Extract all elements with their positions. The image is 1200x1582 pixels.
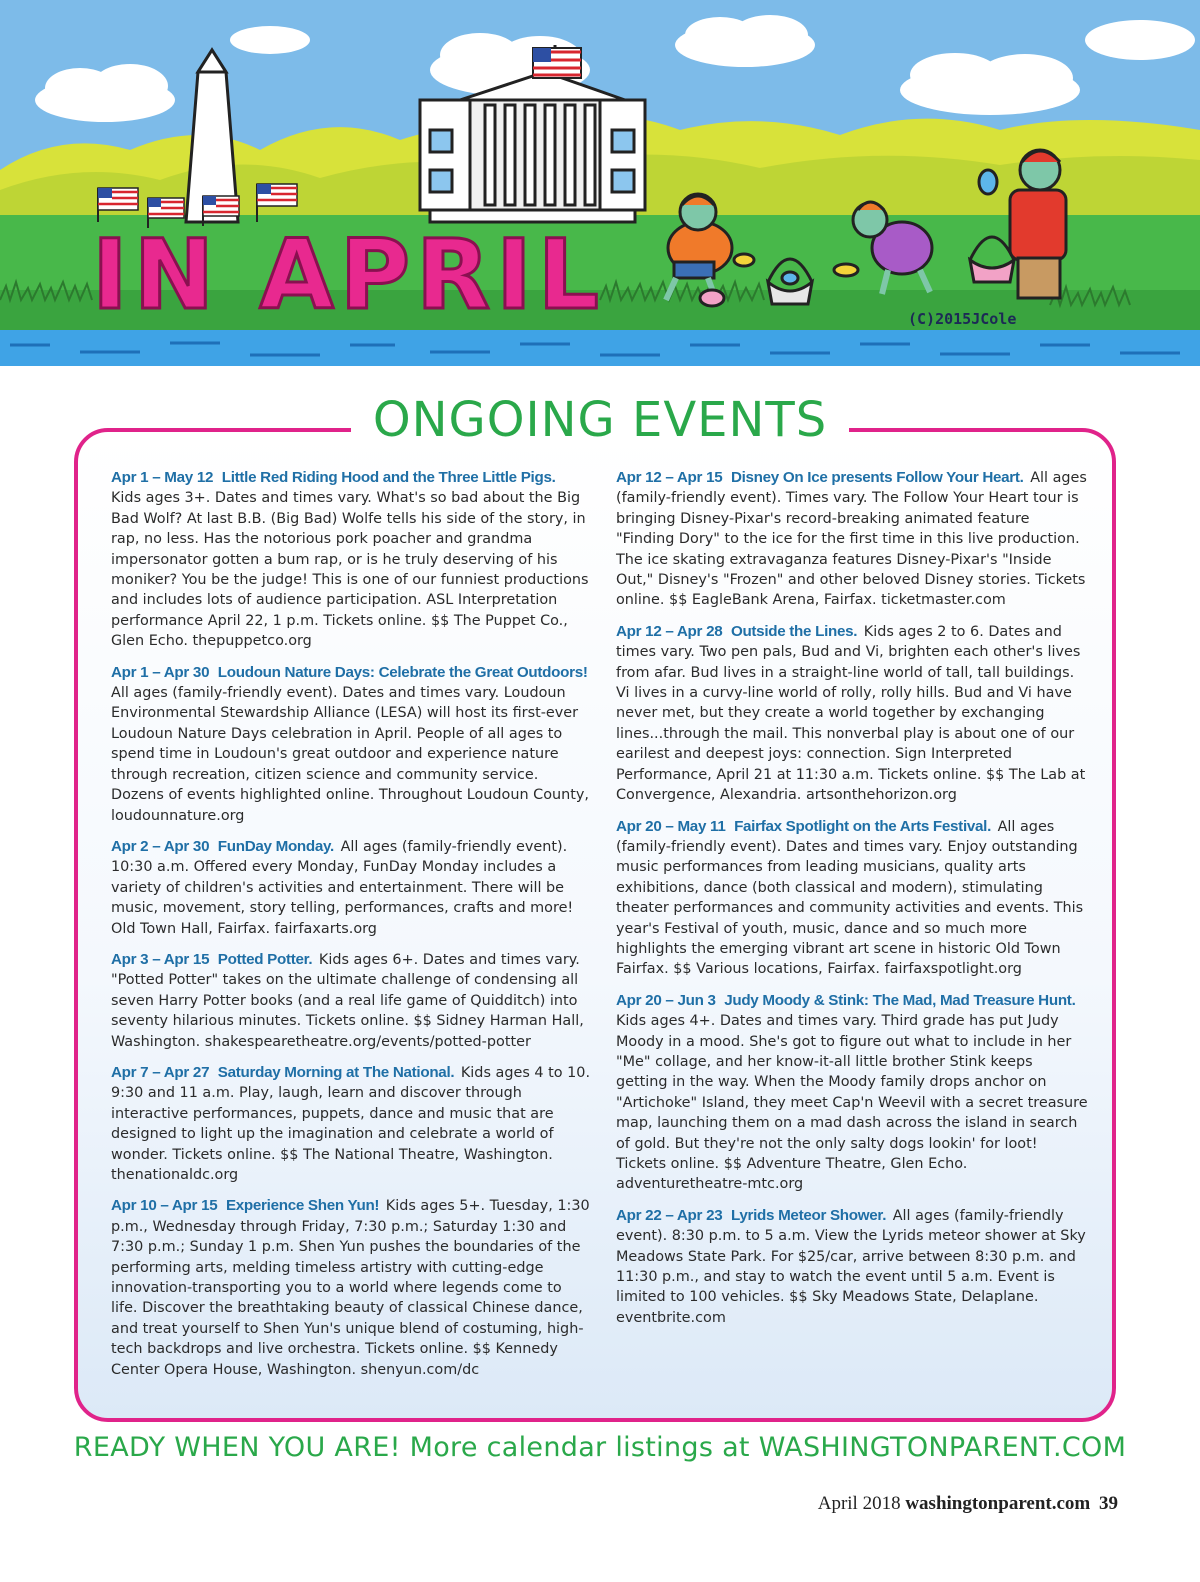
- event-date: Apr 7 – Apr 27: [111, 1063, 210, 1081]
- event-description: Kids ages 5+. Tuesday, 1:30 p.m., Wednesday through Friday, 7:30 p.m.; Saturday 1:30 and 7:30 p.m.; Sunday 1 p.m. Shen Yun pushes the boundaries of the performing arts, melding timeless artistry with cutting-edge innovation-transporting you to a world where legends come to life. Discover the breathtaking beauty of classical Chinese dance, and treat yourself to Shen Yun's unique blend of costuming, high-tech backdrops and live orchestra. Tickets online. $$ Kennedy Center Opera House, Washington. shenyun.com/dc: [111, 1198, 590, 1378]
- event-description: Kids ages 4 to 10. 9:30 and 11 a.m. Play, laugh, learn and discover through interactive performances, puppets, dance and music that are designed to light up the imagination and celebrate a world of wonder. Tickets online. $$ The National Theatre, Washington. thenationaldc.org: [111, 1064, 591, 1183]
- event-item: [111, 1196, 591, 1380]
- event-item: [111, 837, 591, 939]
- flag-icon: [533, 48, 581, 78]
- event-date: Apr 3 – Apr 15: [111, 950, 210, 968]
- event-item: [616, 817, 1088, 980]
- event-date: Apr 22 – Apr 23: [616, 1206, 723, 1224]
- event-title: Disney On Ice presents Follow Your Heart.: [730, 469, 1024, 486]
- event-item: [111, 950, 591, 1052]
- event-item: [616, 622, 1088, 806]
- event-title: Experience Shen Yun!: [225, 1197, 380, 1215]
- event-description: All ages (family-friendly event). Times vary. The Follow Your Heart tour is bringing Disney-Pixar's record-breaking animated feature "Finding Dory" to the ice for the first time in this live production. The ice skating extravaganza features Disney-Pixar's "Inside Out," Disney's "Frozen" and other beloved Disney stories. Tickets online. $$ EagleBank Arena, Fairfax. ticketmaster.com: [616, 470, 1087, 609]
- event-title: FunDay Monday.: [217, 837, 334, 855]
- event-description: All ages (family-friendly event). 8:30 p.m. to 5 a.m. View the Lyrids meteor shower at Sky Meadows State Park. For $25/car, arrive between 8:30 p.m. and 11:30 p.m., and stay to watch the event until 5 a.m. Event is limited to 100 vehicles. $$ Sky Meadows State, Delaplane. eventbrite.com: [616, 1207, 1086, 1326]
- event-title: Saturday Morning at The National.: [217, 1063, 455, 1081]
- events-column-right: [616, 468, 1088, 1339]
- event-description: Kids ages 6+. Dates and times vary. "Potted Potter" takes on the ultimate challenge of condensing all seven Harry Potter books (and a real life game of Quidditch) into seventy hilarious minutes. Tickets online. $$ Sidney Harman Hall, Washington. shakespearetheatre.org/events/potted-potter: [111, 951, 584, 1050]
- event-item: [111, 1063, 591, 1185]
- event-date: Apr 12 – Apr 15: [616, 469, 723, 486]
- event-item: [111, 468, 591, 652]
- event-title: Outside the Lines.: [730, 622, 858, 640]
- event-title: Little Red Riding Hood and the Three Little Pigs.: [221, 469, 556, 486]
- event-date: Apr 10 – Apr 15: [111, 1197, 218, 1215]
- event-title: Fairfax Spotlight on the Arts Festival.: [734, 817, 991, 835]
- event-description: Kids ages 4+. Dates and times vary. Third grade has put Judy Moody in a mood. She's got to figure out what to include in her "Me" collage, and her know-it-all little brother Stink keeps getting in the way. When the Moody family drops anchor on "Artichoke" Island, they meet Cap'n Weevil with a secret treasure map, launching them on a mad dash across the island in search of gold. But they're not the only salty dogs lookin' for loot! Tickets online. $$ Adventure Theatre, Glen Echo. adventuretheatre-mtc.org: [616, 1013, 1088, 1193]
- event-item: [111, 663, 591, 826]
- event-date: Apr 12 – Apr 28: [616, 622, 723, 640]
- event-date: Apr 20 – May 11: [616, 817, 726, 835]
- event-date: Apr 20 – Jun 3: [616, 991, 716, 1009]
- header-illustration: [0, 0, 1200, 366]
- banner-title: IN APRIL: [92, 219, 605, 331]
- section-heading-text: ONGOING EVENTS: [351, 392, 849, 448]
- event-description: Kids ages 2 to 6. Dates and times vary. Two pen pals, Bud and Vi, brighten each other's lives from afar. Bud lives in a straight-line world of tall, tall buildings. Vi lives in a curvy-line world of rolly, rolly hills. Bud and Vi have never met, but they create a world together by exchanging lines...through the mail. This nonverbal play is about one of our earilest and deepest joys: connection. Sign Interpreted Performance, April 21 at 11:30 a.m. Tickets online. $$ The Lab at Convergence, Alexandria. artsonthehorizon.org: [616, 623, 1086, 804]
- event-title: Lyrids Meteor Shower.: [730, 1206, 887, 1224]
- calendar-promo-banner: READY WHEN YOU ARE! More calendar listings at WASHINGTONPARENT.COM: [73, 1432, 1127, 1463]
- site-name: washingtonparent.com: [905, 1493, 1091, 1514]
- event-description: Kids ages 3+. Dates and times vary. What's so bad about the Big Bad Wolf? At last B.B. (Big Bad) Wolfe tells his side of the story, in rap, no less. Has the notorious pork poacher and grandma impersonator gotten a bum rap, or is he truly deserving of his moniker? You be the judge! This is one of our funniest productions and includes lots of audience participation. ASL Interpretation performance April 22, 1 p.m. Tickets online. $$ The Puppet Co., Glen Echo. thepuppetco.org: [111, 490, 589, 650]
- event-description: All ages (family-friendly event). Dates and times vary. Loudoun Environmental Stewardship Alliance (LESA) will host its first-ever Loudoun Nature Days celebration in April. People of all ages to spend time in Loudoun's great outdoor and experience nature through recreation, citizen science and community service. Dozens of events highlighted online. Throughout Loudoun County, loudounnature.org: [111, 685, 589, 824]
- event-title: Potted Potter.: [217, 950, 313, 968]
- section-heading: [0, 392, 1200, 448]
- page-number: 39: [1099, 1493, 1118, 1514]
- event-description: All ages (family-friendly event). 10:30 a.m. Offered every Monday, FunDay Monday includes a variety of children's activities and entertainment. There will be music, movement, story telling, performances, crafts and more! Old Town Hall, Fairfax. fairfaxarts.org: [111, 838, 574, 937]
- events-column-left: [111, 468, 591, 1391]
- event-date: Apr 2 – Apr 30: [111, 837, 210, 855]
- event-item: [616, 1206, 1088, 1328]
- event-date: Apr 1 – Apr 30: [111, 663, 210, 681]
- event-title: Judy Moody & Stink: The Mad, Mad Treasure Hunt.: [724, 991, 1076, 1009]
- event-description: All ages (family-friendly event). Dates and times vary. Enjoy outstanding music performances from leading musicians, quality arts exhibitions, dance (both classical and modern), stimulating theater performances and community activities and events. This year's Festival of youth, music, dance and so much more highlights the emerging vibrant art scene in historic Old Town Fairfax. $$ Various locations, Fairfax. fairfaxspotlight.org: [616, 818, 1084, 978]
- issue-date: April 2018: [817, 1493, 901, 1514]
- page-footer: [818, 1493, 1118, 1515]
- event-item: [616, 991, 1088, 1195]
- event-date: Apr 1 – May 12: [111, 469, 214, 486]
- copyright-text: (C)2015JCole: [908, 310, 1017, 328]
- event-item: [616, 468, 1088, 611]
- event-title: Loudoun Nature Days: Celebrate the Great Outdoors!: [217, 663, 588, 681]
